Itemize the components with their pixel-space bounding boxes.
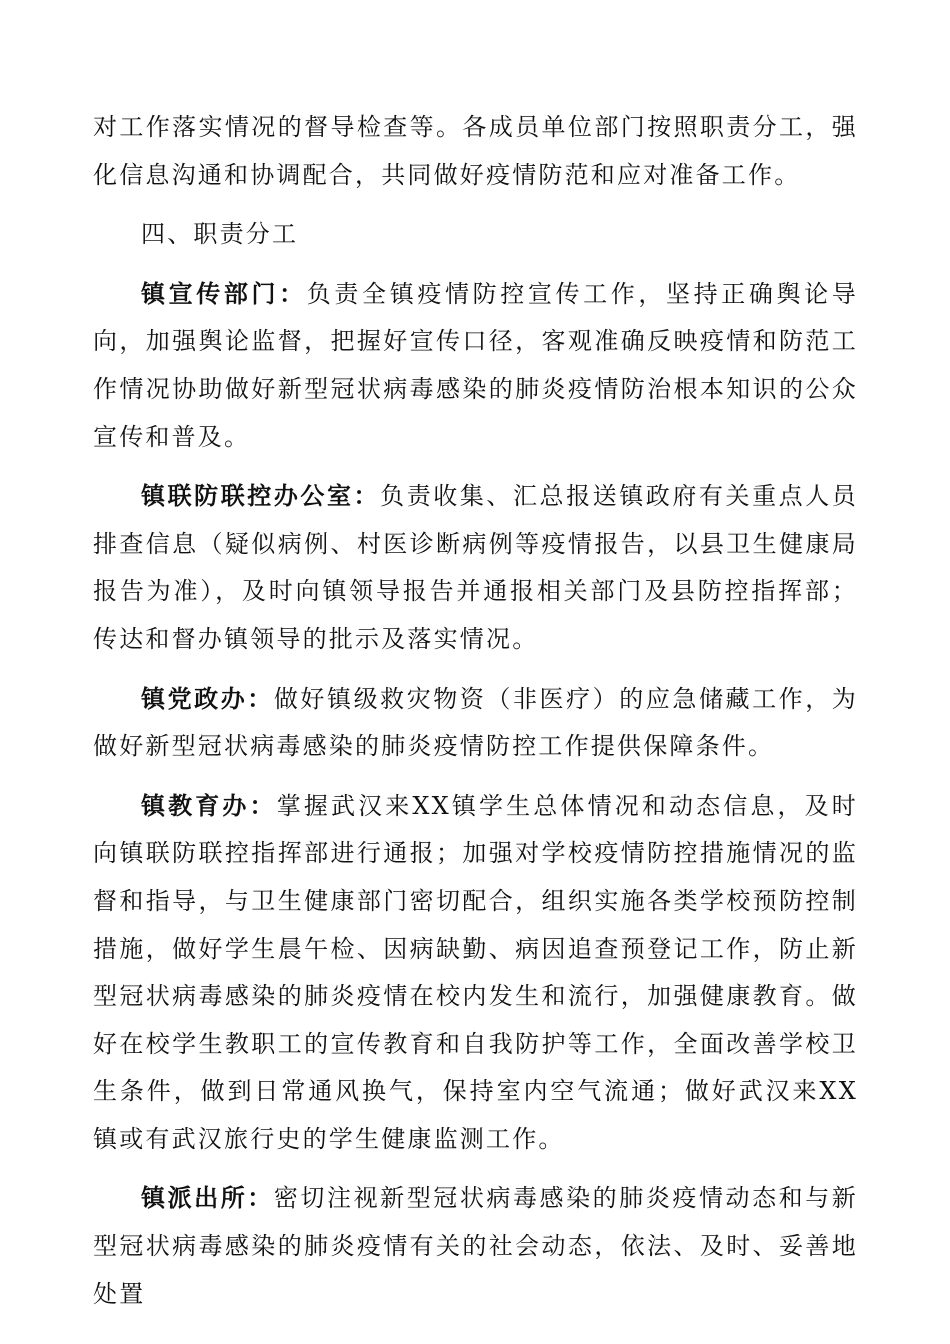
duty-paragraph-education bbox=[93, 783, 858, 1164]
duty-text: 负责收集、汇总报送镇政府有关重点人员排查信息（疑似病例、村医诊断病例等疫情报告，以县卫生健康局报告为准），及时向镇领导报告并通报相关部门及县防控指挥部；传达和督办镇领导的批示及落实情况。 bbox=[93, 482, 858, 653]
duty-text: 做好镇级救灾物资（非医疗）的应急储藏工作，为做好新型冠状病毒感染的肺炎疫情防控工作提供保障条件。 bbox=[93, 684, 859, 761]
duty-text: 密切注视新型冠状病毒感染的肺炎疫情动态和与新型冠状病毒感染的肺炎疫情有关的社会动态，依法、及时、妥善地处置 bbox=[93, 1184, 859, 1308]
duty-lead: 镇宣传部门： bbox=[141, 279, 307, 308]
duty-lead: 镇教育办： bbox=[141, 791, 277, 820]
section-heading: 四、职责分工 bbox=[141, 220, 299, 249]
document-page bbox=[93, 104, 858, 1330]
duty-text: 负责全镇疫情防控宣传工作，坚持正确舆论导向，加强舆论监督，把握好宣传口径，客观准确反映疫情和防范工作情况协助做好新型冠状病毒感染的肺炎疫情防治根本知识的公众宣传和普及。 bbox=[93, 279, 859, 451]
duty-paragraph-publicity bbox=[93, 271, 858, 461]
duty-paragraph-police bbox=[93, 1175, 858, 1318]
duty-lead: 镇党政办： bbox=[141, 684, 274, 713]
duty-text: 掌握武汉来XX镇学生总体情况和动态信息，及时向镇联防联控指挥部进行通报；加强对学校疫情防控措施情况的监督和指导，与卫生健康部门密切配合，组织实施各类学校预防控制措施，做好学生晨午检、因病缺勤、病因追查预登记工作，防止新型冠状病毒感染的肺炎疫情在校内发生和流行，加强健康教育。做好在校学生教职工的宣传教育和自我防护等工作，全面改善学校卫生条件，做到日常通风换气，保持室内空气流通；做好武汉来XX镇或有武汉旅行史的学生健康监测工作。 bbox=[93, 791, 858, 1153]
duty-paragraph-joint-office bbox=[93, 473, 858, 663]
duty-lead: 镇联防联控办公室： bbox=[141, 482, 381, 511]
duty-lead: 镇派出所： bbox=[141, 1184, 274, 1213]
intro-paragraph: 对工作落实情况的督导检查等。各成员单位部门按照职责分工，强化信息沟通和协调配合，共同做好疫情防范和应对准备工作。 bbox=[93, 113, 858, 189]
duty-paragraph-party-office bbox=[93, 676, 858, 771]
